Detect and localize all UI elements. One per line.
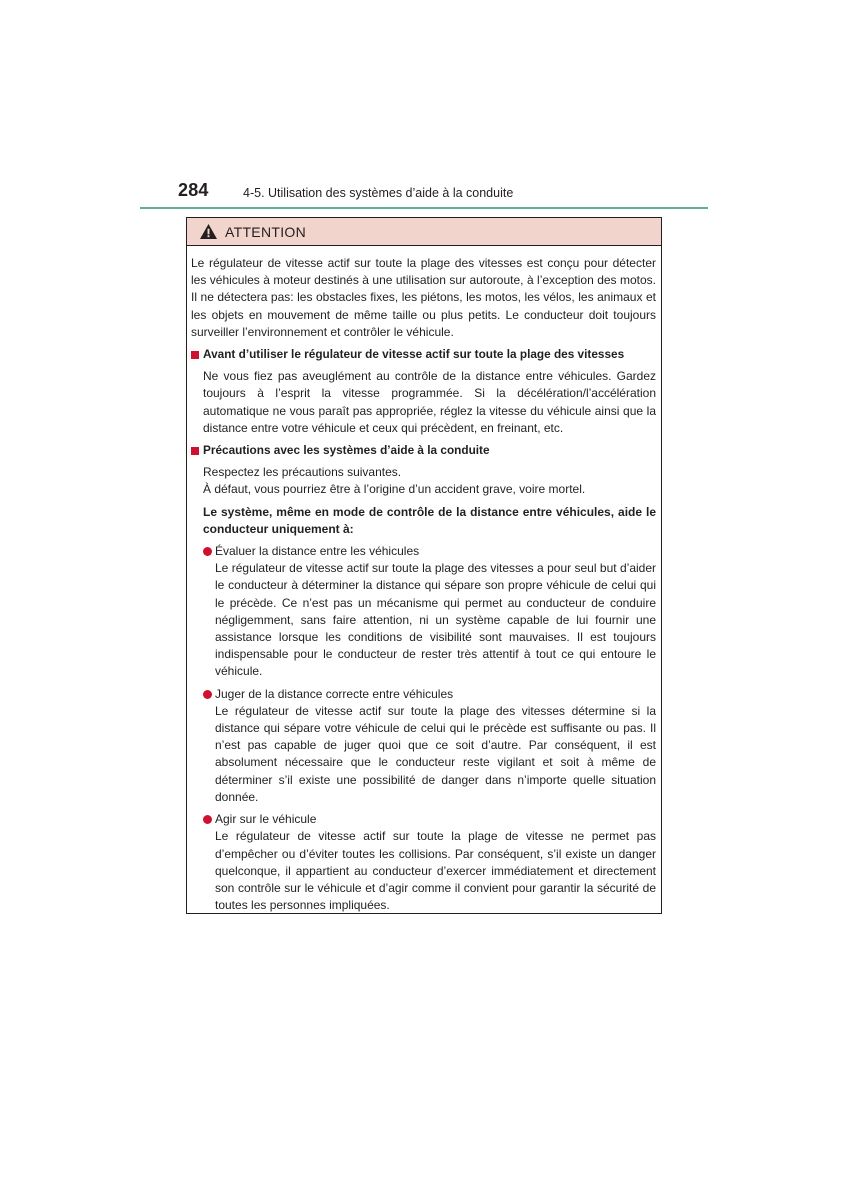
bullet-item bbox=[203, 811, 656, 914]
red-bullet-icon bbox=[203, 690, 212, 699]
red-square-marker-icon bbox=[191, 447, 199, 455]
section-before-use-content bbox=[191, 368, 656, 437]
header-rule bbox=[140, 207, 708, 209]
bullet-text: Le régulateur de vitesse actif sur toute la plage des vitesses a pour seul but d’aider le conducteur à déterminer la distance qui sépare son propre véhicule de celui qui le précède. Ce n’est pas un mécanisme qui permet au conducteur de conduire négligemment, sans faire attention, ni un système capable de lui fournir une assistance lorsque les conditions de visibilité sont mauvaises. Il est toujours indispensable pour le conducteur de rester très attentif à tout ce qui entoure le véhicule. bbox=[215, 561, 656, 679]
bullet-text: Le régulateur de vitesse actif sur toute la plage des vitesses détermine si la distance qui sépare votre véhicule de celui qui le précède est suffisante ou pas. Il n’est pas capable de juger quoi que ce soit d’autre. Par conséquent, il est absolument nécessaire que le conducteur reste vigilant et soit à même de déterminer s’il existe une possibilité de danger dans n’importe quelle situation donnée. bbox=[215, 703, 656, 804]
bullet-item bbox=[203, 686, 656, 806]
warning-body bbox=[187, 246, 661, 914]
precautions-line-1: Respectez les précautions suivantes. bbox=[203, 465, 402, 480]
section-heading-label: Précautions avec les systèmes d’aide à la conduite bbox=[203, 443, 490, 458]
precautions-line-2: À défaut, vous pourriez être à l’origine d’un accident grave, voire mortel. bbox=[203, 482, 586, 497]
section-heading-label: Avant d’utiliser le régulateur de vitesse actif sur toute la plage des vitesses bbox=[203, 347, 625, 362]
bullet-item bbox=[203, 543, 656, 681]
precautions-bold-text: Le système, même en mode de contrôle de la distance entre véhicules, aide le conducteur uniquement à: bbox=[203, 504, 656, 536]
page-number: 284 bbox=[178, 180, 209, 200]
warning-header bbox=[187, 218, 661, 246]
red-square-marker-icon bbox=[191, 351, 199, 359]
bullet-title: Juger de la distance correcte entre véhicules bbox=[215, 686, 454, 701]
red-bullet-icon bbox=[203, 547, 212, 556]
warning-intro: Le régulateur de vitesse actif sur toute la plage des vitesses est conçu pour détecter les véhicules à moteur destinés à une utilisation sur autoroute, à l’exception des motos. Il ne détectera pas: les obstacles fixes, les piétons, les motos, les vélos, les animaux et les objets en mouvement de même taille ou plus petits. Le conducteur doit toujours surveiller l’environnement et contrôler le véhicule. bbox=[191, 256, 656, 339]
bullet-title: Agir sur le véhicule bbox=[215, 812, 317, 827]
bullet-title: Évaluer la distance entre les véhicules bbox=[215, 544, 420, 559]
section-heading-before-use bbox=[191, 346, 656, 363]
section-before-use-text: Ne vous fiez pas aveuglément au contrôle de la distance entre véhicules. Gardez toujours à l’esprit la vitesse programmée. Si la décélération/l’accélération automatique ne vous paraît pas appropriée, réglez la vitesse du véhicule ainsi que la distance entre votre véhicule et ceux qui précèdent, en freinant, etc. bbox=[203, 369, 656, 435]
warning-title: ATTENTION bbox=[225, 223, 306, 240]
section-title: 4-5. Utilisation des systèmes d’aide à la conduite bbox=[243, 186, 514, 200]
section-heading-precautions bbox=[191, 442, 656, 459]
bullet-text: Le régulateur de vitesse actif sur toute la plage de vitesse ne permet pas d’empêcher ou d’éviter toutes les collisions. Par conséquent, s’il existe un danger quelconque, il appartient au conducteur d’exercer immédiatement et directement son contrôle sur le véhicule et d’agir comme il convient pour garantir la sécurité de toutes les personnes impliquées. bbox=[215, 829, 656, 913]
red-bullet-icon bbox=[203, 815, 212, 824]
warning-box bbox=[186, 217, 662, 914]
warning-triangle-icon bbox=[199, 223, 218, 240]
section-precautions-content bbox=[191, 464, 656, 914]
